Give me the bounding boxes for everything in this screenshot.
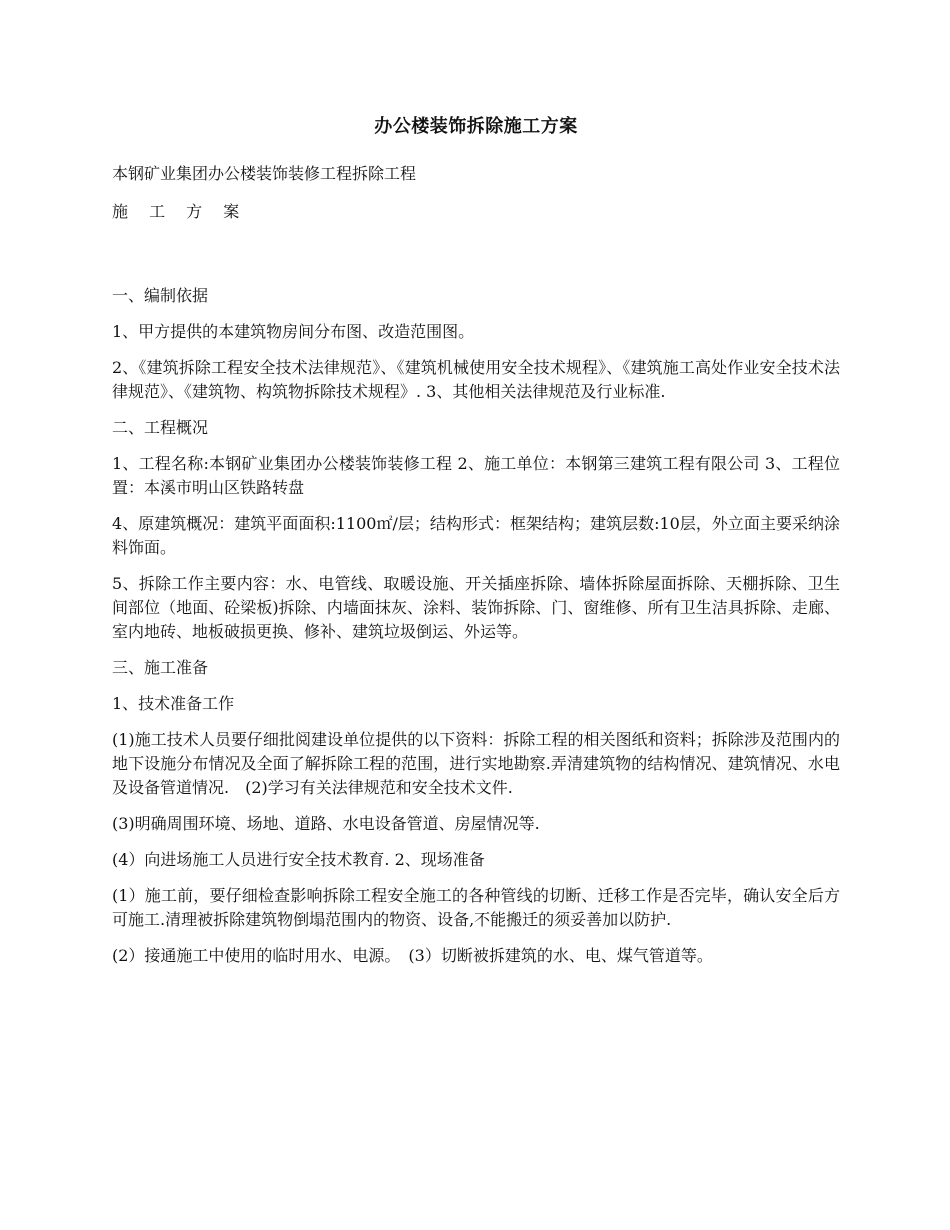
paragraph: (2）接通施工中使用的临时用水、电源。 (3）切断被拆建筑的水、电、煤气管道等。 — [112, 946, 713, 965]
paragraph: (4）向进场施工人员进行安全技术教育. 2、现场准备 — [112, 850, 485, 869]
paragraph: (1）施工前，要仔细检查影响拆除工程安全施工的各种管线的切断、迁移工作是否完毕，确认安全后方可施工.清理被拆除建筑物倒塌范围内的物资、设备,不能搬迁的须妥善加以防护. — [112, 886, 840, 929]
plan-label: 施 工 方 案 — [112, 202, 248, 221]
paragraph: 5、拆除工作主要内容：水、电管线、取暖设施、开关插座拆除、墙体拆除屋面拆除、天棚拆除、卫生间部位（地面、砼梁板)拆除、内墙面抹灰、涂料、装饰拆除、门、窗维修、所有卫生洁具拆除、走廊、室内地砖、地板破损更换、修补、建筑垃圾倒运、外运等。 — [112, 574, 840, 641]
section-heading: 一、编制依据 — [112, 286, 209, 305]
document-page — [112, 112, 840, 980]
section-heading: 二、工程概况 — [112, 418, 209, 437]
subsection-heading: 1、技术准备工作 — [112, 694, 235, 713]
paragraph: (1)施工技术人员要仔细批阅建设单位提供的以下资料：拆除工程的相关图纸和资料；拆除涉及范围内的地下设施分布情况及全面了解拆除工程的范围，进行实地勘察.弄清建筑物的结构情况、建筑情况、水电及设备管道情况. (2)学习有关法律规范和安全技术文件. — [112, 730, 840, 797]
paragraph: 2、《建筑拆除工程安全技术法律规范》、《建筑机械使用安全技术规程》、《建筑施工高处作业安全技术法律规范》、《建筑物、构筑物拆除技术规程》. 3、其他相关法律规范及行业标准. — [112, 358, 840, 401]
document-title: 办公楼装饰拆除施工方案 — [374, 116, 578, 137]
paragraph: 1、甲方提供的本建筑物房间分布图、改造范围图。 — [112, 322, 475, 341]
project-name: 本钢矿业集团办公楼装饰装修工程拆除工程 — [112, 164, 417, 183]
paragraph: 4、原建筑概况：建筑平面面积:1100㎡/层；结构形式：框架结构；建筑层数:10层，外立面主要采纳涂料饰面。 — [112, 514, 840, 557]
paragraph: (3)明确周围环境、场地、道路、水电设备管道、房屋情况等. — [112, 814, 540, 833]
paragraph: 1、工程名称:本钢矿业集团办公楼装饰装修工程 2、施工单位：本钢第三建筑工程有限公司 3、工程位置：本溪市明山区铁路转盘 — [112, 454, 840, 497]
section-heading: 三、施工准备 — [112, 658, 209, 677]
